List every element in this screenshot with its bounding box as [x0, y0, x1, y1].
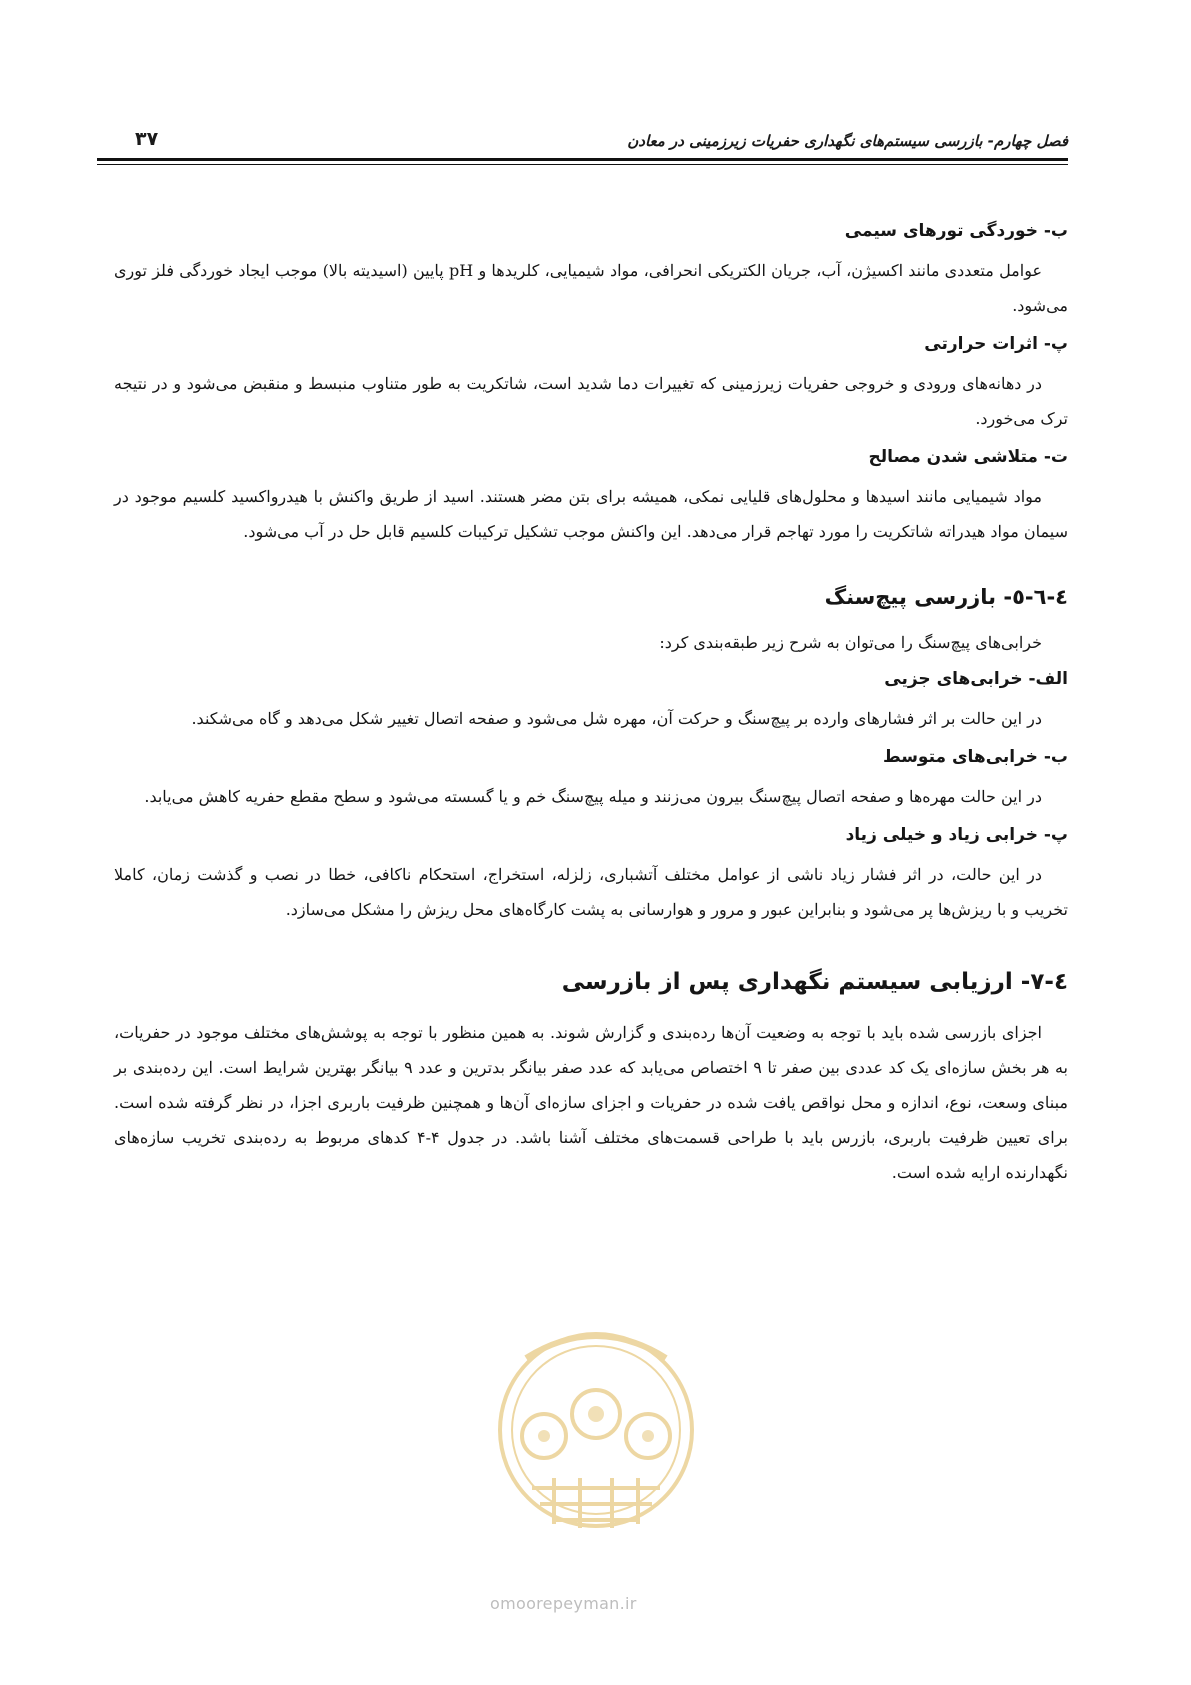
subheading-minor-failures: الف- خرابی‌های جزیی	[884, 669, 1068, 689]
paragraph-material-decay: مواد شیمیایی مانند اسیدها و محلول‌های قلیایی نمکی، همیشه برای بتن مضر هستند. اسید از طریق واکنش با هیدرواکسید کلسیم موجود در سیمان مواد هیدراته شاتکریت را مورد تهاجم قرار می‌دهد. این واکنش موجب تشکیل ترکیبات کلسیم قابل حل در آب می‌شود.	[114, 487, 1068, 541]
subheading-material-decay: ت- متلاشی شدن مصالح	[868, 447, 1068, 467]
paragraph-thermal-effects: در دهانه‌های ورودی و خروجی حفریات زیرزمینی که تغییرات دما شدید است، شاتکریت به طور متناوب منبسط و منقبض می‌شود و در نتیجه ترک می‌خورد.	[114, 374, 1068, 428]
page-number: ۳۷	[135, 128, 159, 150]
running-title: فصل چهارم- بازرسی سیستم‌های نگهداری حفریات زیرزمینی در معادن	[627, 132, 1068, 150]
page-body	[114, 218, 1068, 1190]
header-rule-thick	[97, 158, 1068, 161]
paragraph-wire-mesh-corrosion: عوامل متعددی مانند اکسیژن، آب، جریان الکتریکی انحرافی، مواد شیمیایی، کلریدها و pH پایین (اسیدیته بالا) موجب ایجاد خوردگی فلز توری می‌شود.	[114, 261, 1068, 315]
section-heading-support-evaluation: ٤-٧- ارزیابی سیستم نگهداری پس از بازرسی	[561, 969, 1068, 995]
header-rule-thin	[97, 164, 1068, 165]
section-heading-rock-bolt-inspection: ٤-٦-٥- بازرسی پیچ‌سنگ	[824, 585, 1068, 609]
subheading-wire-mesh-corrosion: ب- خوردگی تورهای سیمی	[844, 221, 1068, 241]
watermark-seal-icon	[484, 1318, 708, 1608]
subheading-severe-failures: پ- خرابی زیاد و خیلی زیاد	[845, 825, 1068, 845]
paragraph-medium-failures: در این حالت مهره‌ها و صفحه اتصال پیچ‌سنگ بیرون می‌زنند و میله پیچ‌سنگ خم و یا گسسته می‌شود و سطح مقطع حفریه کاهش می‌یابد.	[144, 787, 1042, 806]
watermark-logo	[484, 1318, 708, 1608]
page-header	[97, 126, 1068, 166]
paragraph-support-evaluation: اجزای بازرسی شده باید با توجه به وضعیت آن‌ها رده‌بندی و گزارش شوند. به همین منظور با توجه به پوشش‌های مختلف موجود در حفریات، به هر بخش سازه‌ای یک کد عددی بین صفر تا ۹ اختصاص می‌یابد که عدد صفر بیانگر بدترین و عدد ۹ بیانگر بهترین شرایط است. این رده‌بندی بر مبنای وسعت، نوع، اندازه و محل نواقص یافت شده در حفریات و اجزای سازه‌ای آن‌ها و همچنین ظرفیت باربری اجزا، در نظر گرفته شده است. برای تعیین ظرفیت باربری، بازرس باید با طراحی قسمت‌های مختلف آشنا باشد. در جدول ۴-۴ کدهای مربوط به رده‌بندی تخریب سازه‌های نگهدارنده ارایه شده است.	[114, 1023, 1069, 1182]
subheading-thermal-effects: پ- اثرات حرارتی	[924, 334, 1068, 354]
paragraph-severe-failures: در این حالت، در اثر فشار زیاد ناشی از عوامل مختلف آتشباری، زلزله، استخراج، استحکام ناکافی، خطا در نصب و گذشت زمان، کاملا تخریب و با ریزش‌ها پر می‌شود و بنابراین عبور و مرور و هوارسانی به پشت کارگاه‌های محل ریزش را مشکل می‌سازد.	[114, 865, 1068, 919]
watermark-site: omoorepeyman.ir	[490, 1594, 637, 1613]
paragraph-bolt-intro: خرابی‌های پیچ‌سنگ را می‌توان به شرح زیر طبقه‌بندی کرد:	[659, 633, 1042, 652]
subheading-medium-failures: ب- خرابی‌های متوسط	[882, 747, 1068, 767]
paragraph-minor-failures: در این حالت بر اثر فشارهای وارده بر پیچ‌سنگ و حرکت آن، مهره شل می‌شود و صفحه اتصال تغییر شکل می‌دهد و گاه می‌شکند.	[191, 709, 1042, 728]
